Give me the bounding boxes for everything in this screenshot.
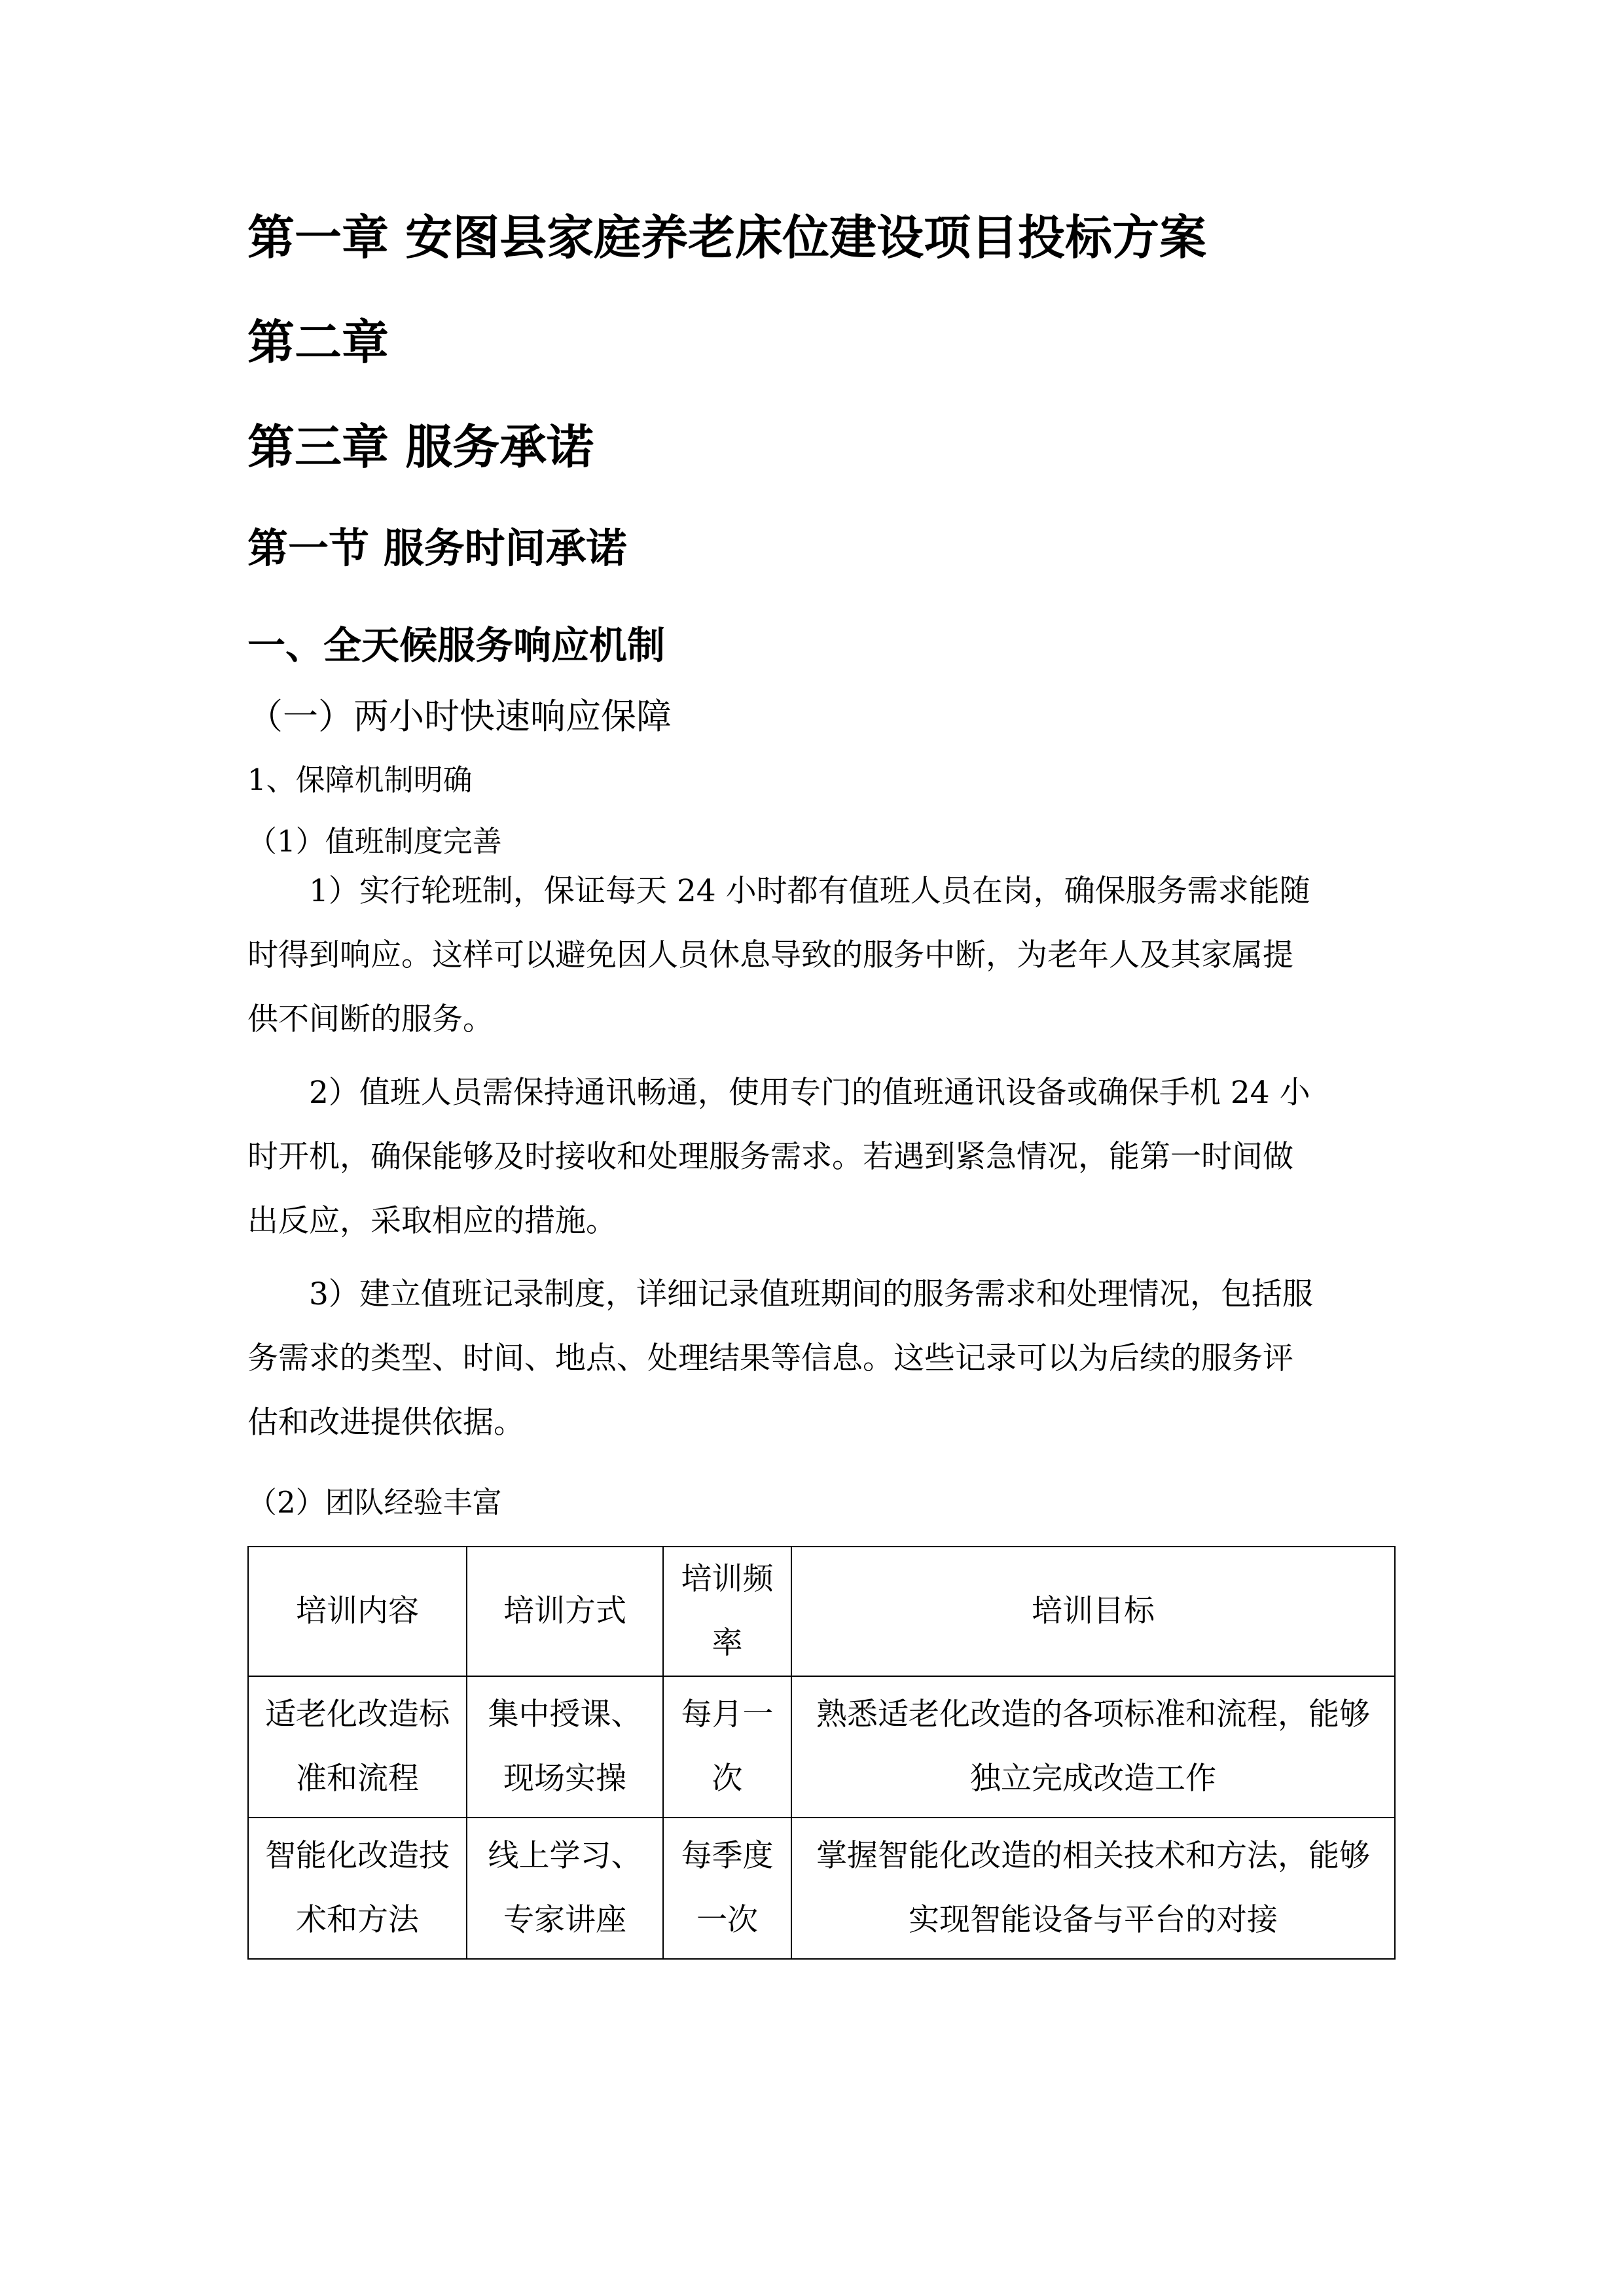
paragraph-line: 供不间断的服务。 — [247, 1001, 494, 1037]
chapter-3-heading: 第三章 服务承诺 — [247, 420, 594, 475]
chapter-2-heading: 第二章 — [247, 315, 389, 370]
subsection-heading: （一）两小时快速响应保障 — [247, 696, 672, 737]
paragraph-line: 1）实行轮班制，保证每天 24 小时都有值班人员在岗，确保服务需求能随 — [309, 873, 1310, 909]
paragraph-line: 2）值班人员需保持通讯畅通，使用专门的值班通讯设备或确保手机 24 小 — [309, 1075, 1310, 1111]
table-cell: 线上学习、 专家讲座 — [467, 1818, 663, 1959]
paragraph-line: 务需求的类型、时间、地点、处理结果等信息。这些记录可以为后续的服务评 — [247, 1340, 1293, 1376]
table-cell: 每季度 一次 — [663, 1818, 791, 1959]
item-heading: 1、保障机制明确 — [247, 762, 473, 797]
table-cell: 集中授课、 现场实操 — [467, 1676, 663, 1818]
paragraph-line: 时得到响应。这样可以避免因人员休息导致的服务中断，为老年人及其家属提 — [247, 937, 1293, 973]
table-cell: 掌握智能化改造的相关技术和方法，能够 实现智能设备与平台的对接 — [791, 1818, 1395, 1959]
part-1-heading: 一、全天候服务响应机制 — [247, 623, 666, 668]
sub-item-heading-2: （2）团队经验丰富 — [247, 1485, 502, 1520]
paragraph-line: 3）建立值班记录制度，详细记录值班期间的服务需求和处理情况，包括服 — [309, 1276, 1313, 1312]
table-row — [248, 1818, 1395, 1959]
header-cell: 培训目标 — [791, 1547, 1395, 1676]
sub-item-heading-1: （1）值班制度完善 — [247, 824, 502, 859]
header-cell: 培训频 率 — [663, 1547, 791, 1676]
paragraph-3 — [247, 1263, 1393, 1455]
paragraph-line: 出反应，采取相应的措施。 — [247, 1203, 617, 1239]
training-table — [247, 1546, 1396, 1960]
section-1-heading: 第一节 服务时间承诺 — [247, 524, 627, 572]
header-cell: 培训内容 — [248, 1547, 467, 1676]
table-row — [248, 1676, 1395, 1818]
table-cell: 熟悉适老化改造的各项标准和流程，能够 独立完成改造工作 — [791, 1676, 1395, 1818]
table-cell: 智能化改造技 术和方法 — [248, 1818, 467, 1959]
table-header-row — [248, 1547, 1395, 1676]
paragraph-2 — [247, 1061, 1393, 1253]
chapter-1-heading: 第一章 安图县家庭养老床位建设项目投标方案 — [247, 210, 1207, 265]
header-cell: 培训方式 — [467, 1547, 663, 1676]
paragraph-line: 估和改进提供依据。 — [247, 1405, 524, 1441]
paragraph-1 — [247, 859, 1393, 1052]
table-cell: 每月一 次 — [663, 1676, 791, 1818]
table-cell: 适老化改造标 准和流程 — [248, 1676, 467, 1818]
paragraph-line: 时开机，确保能够及时接收和处理服务需求。若遇到紧急情况，能第一时间做 — [247, 1139, 1293, 1175]
